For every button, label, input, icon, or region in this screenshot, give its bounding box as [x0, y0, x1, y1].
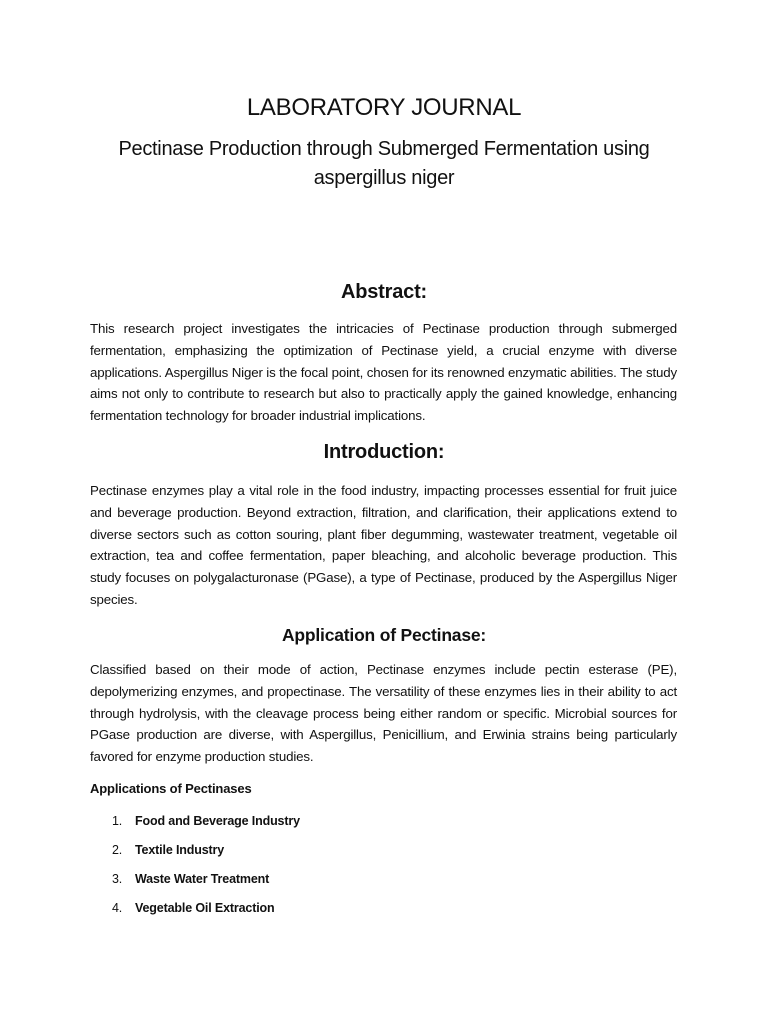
document-title: LABORATORY JOURNAL [246, 94, 522, 121]
abstract-paragraph: This research project investigates the intricacies of Pectinase production through submerged fermentation, emphasizing the optimization of Pectinase yield, a crucial enzyme with diverse applications. Aspergillus Niger is the focal point, chosen for its renowned enzymatic abilities. The study aims not only to contribute to research but also to practically apply the gained knowledge, enhancing fermentation technology for broader industrial implications. [90, 321, 677, 424]
list-item-label: Textile Industry [135, 843, 225, 857]
list-item-label: Food and Beverage Industry [135, 814, 300, 828]
application-heading: Application of Pectinase: [281, 625, 487, 645]
applications-list-title: Applications of Pectinases [90, 781, 252, 796]
application-paragraph: Classified based on their mode of action, Pectinase enzymes include pectin esterase (PE), depolymerizing enzymes, and propectinase. The versatility of these enzymes lies in their ability to act through hydrolysis, with the cleavage process being either random or specific. Microbial sources for PGase production are diverse, with Aspergillus, Penicillium, and Erwinia strains being particularly favored for enzyme production studies. [90, 662, 677, 765]
abstract-heading: Abstract: [341, 281, 427, 303]
list-item-number: 1. [112, 814, 123, 828]
list-item-number: 4. [112, 901, 123, 915]
introduction-paragraph: Pectinase enzymes play a vital role in the food industry, impacting processes essential for fruit juice and beverage production. Beyond extraction, filtration, and clarification, their applications extend to diverse sectors such as cotton souring, plant fiber degumming, wastewater treatment, vegetable oil extraction, tea and coffee fermentation, paper bleaching, and alcoholic beverage production. This study focuses on polygalacturonase (PGase), a type of Pectinase, produced by the Aspergillus Niger species. [90, 483, 677, 607]
list-item-label: Vegetable Oil Extraction [135, 901, 275, 915]
document-subtitle: Pectinase Production through Submerged Fermentation using aspergillus niger [118, 138, 650, 189]
list-item-number: 2. [112, 843, 123, 857]
list-item-label: Waste Water Treatment [135, 872, 270, 886]
introduction-heading: Introduction: [323, 441, 445, 463]
list-item-number: 3. [112, 872, 123, 886]
